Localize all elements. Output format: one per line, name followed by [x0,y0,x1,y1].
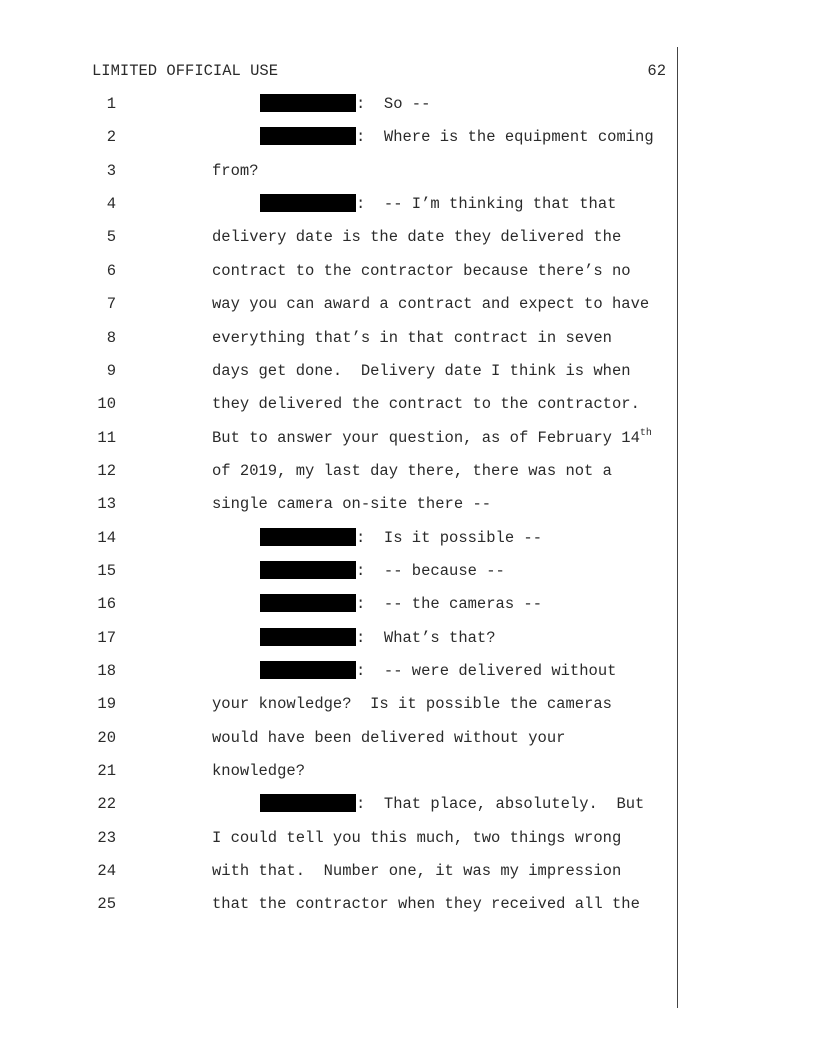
line-number: 20 [97,728,116,747]
line-number: 13 [97,495,116,514]
transcript-line [0,828,816,848]
transcript-line [0,328,816,348]
line-number: 5 [106,228,116,247]
line-text: of 2019, my last day there, there was not a [212,461,612,480]
line-number: 19 [97,695,116,714]
transcript-line [0,494,816,514]
line-text: everything that’s in that contract in seven [212,328,612,347]
transcript-line [0,728,816,748]
line-text-wrap [212,394,640,414]
line-number: 24 [97,862,116,881]
redacted-speaker-name [260,794,356,812]
line-text: contract to the contractor because there’s no [212,261,631,280]
transcript-line [0,261,816,281]
line-text-wrap [212,694,612,714]
speaker-turn [260,661,616,681]
speaker-turn [260,94,430,114]
transcript-line [0,94,816,114]
transcript-line [0,561,816,581]
line-number: 10 [97,395,116,414]
line-text-wrap [212,294,649,314]
line-number: 11 [97,428,116,447]
transcript-line [0,628,816,648]
transcript-line [0,361,816,381]
speaker-turn [260,194,616,214]
transcript-line [0,394,816,414]
redacted-speaker-name [260,661,356,679]
transcript-line [0,428,816,448]
line-number: 14 [97,528,116,547]
line-text: way you can award a contract and expect to have [212,295,650,314]
transcript-line [0,127,816,147]
line-number: 9 [106,361,116,380]
transcript-line [0,661,816,681]
speech-text: : -- were delivered without [356,662,617,680]
line-text: from? [212,161,259,180]
line-text: I could tell you this much, two things wrong [212,828,622,847]
speech-text: : What’s that? [356,628,496,647]
transcript-line [0,894,816,914]
redacted-speaker-name [260,94,356,112]
transcript-line [0,794,816,814]
speech-text: : -- because -- [356,561,505,580]
line-text-wrap [212,494,491,514]
ordinal-suffix: th [639,427,652,439]
speech-text: : -- the cameras -- [356,595,543,614]
line-text: your knowledge? Is it possible the cameras [212,695,612,714]
line-number: 4 [106,195,116,214]
line-number: 1 [106,95,116,113]
line-text-wrap [212,894,640,914]
transcript-line [0,227,816,247]
speaker-turn [260,594,542,614]
line-text: delivery date is the date they delivered the [212,228,622,247]
redacted-speaker-name [260,561,356,579]
speaker-turn [260,528,542,548]
speech-text: : Is it possible -- [356,528,543,547]
transcript-line [0,694,816,714]
line-number: 18 [97,662,116,680]
line-text: that the contractor when they received all the [212,895,640,914]
line-number: 7 [106,295,116,314]
transcript-line [0,194,816,214]
line-text-wrap [212,328,612,348]
line-text-wrap [212,227,621,247]
redacted-speaker-name [260,127,356,145]
transcript-line [0,761,816,781]
line-text-wrap [212,361,631,381]
speech-text: : Where is the equipment coming [356,128,654,147]
line-text: would have been delivered without your [212,728,566,747]
line-number: 15 [97,561,116,580]
line-number: 6 [106,261,116,280]
line-text-wrap [212,161,259,181]
line-text: with that. Number one, it was my impression [212,862,622,881]
line-text-wrap [212,461,612,481]
line-text-wrap [212,861,621,881]
line-number: 2 [106,128,116,147]
line-number: 3 [106,161,116,180]
transcript-line [0,594,816,614]
line-number: 17 [97,628,116,647]
redacted-speaker-name [260,528,356,546]
line-number: 8 [106,328,116,347]
line-number: 23 [97,828,116,847]
transcript-line [0,294,816,314]
line-text-wrap [212,828,621,848]
redacted-speaker-name [260,628,356,646]
speech-text: : -- I’m thinking that that [356,195,617,214]
speaker-turn [260,127,654,147]
line-text-wrap [212,761,305,781]
transcript-line [0,528,816,548]
speech-text: : That place, absolutely. But [356,795,645,814]
speech-text: : So -- [356,95,431,113]
classification-header: LIMITED OFFICIAL USE [92,62,279,80]
line-text: days get done. Delivery date I think is when [212,361,631,380]
line-number: 16 [97,595,116,614]
line-text-wrap [212,428,652,448]
line-text: But to answer your question, as of February 14 [212,428,640,447]
line-number: 12 [97,461,116,480]
line-number: 25 [97,895,116,914]
line-text: they delivered the contract to the contractor. [212,395,640,414]
redacted-speaker-name [260,194,356,212]
line-text: single camera on-site there -- [212,495,492,514]
line-number: 21 [97,762,116,780]
transcript-line [0,161,816,181]
line-text-wrap [212,728,565,748]
line-text-wrap [212,261,631,281]
line-number: 22 [97,795,116,814]
redacted-speaker-name [260,594,356,612]
transcript-line [0,461,816,481]
line-text: knowledge? [212,762,306,780]
transcript-line [0,861,816,881]
speaker-turn [260,794,644,814]
page-number: 62 [647,62,666,80]
speaker-turn [260,561,505,581]
speaker-turn [260,628,496,648]
